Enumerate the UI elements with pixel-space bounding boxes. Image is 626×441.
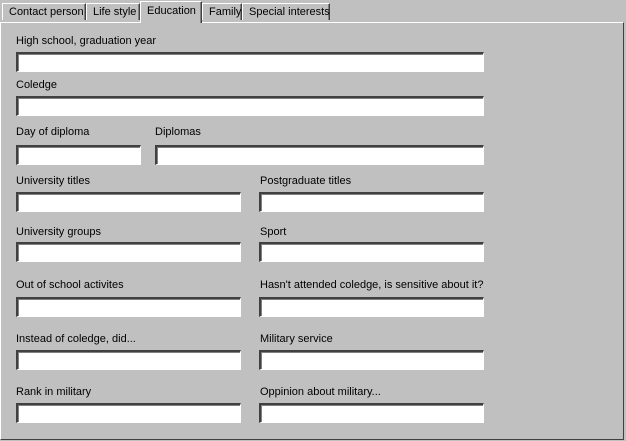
high-school-year-label: High school, graduation year — [16, 35, 157, 47]
military-service-field[interactable] — [259, 350, 484, 370]
diplomas-label: Diplomas — [155, 126, 201, 138]
tab-contact-person[interactable]: Contact person — [2, 3, 86, 20]
tab-family[interactable]: Family — [202, 3, 242, 20]
out-of-school-label: Out of school activites — [16, 279, 124, 291]
not-attended-coledge-field[interactable] — [259, 297, 484, 317]
rank-in-military-label: Rank in military — [16, 386, 92, 398]
diplomas-field[interactable] — [155, 145, 484, 165]
opinion-military-label: Oppinion about military... — [260, 386, 381, 398]
day-of-diploma-field[interactable] — [16, 145, 141, 165]
university-groups-label: University groups — [16, 226, 101, 238]
out-of-school-field[interactable] — [16, 297, 241, 317]
tab-life-style[interactable]: Life style — [86, 3, 140, 20]
postgraduate-titles-label: Postgraduate titles — [260, 175, 352, 187]
day-of-diploma-label: Day of diploma — [16, 126, 90, 138]
rank-in-military-field[interactable] — [16, 403, 241, 423]
coledge-field[interactable] — [16, 96, 484, 116]
tab-education[interactable]: Education — [140, 1, 202, 23]
sport-field[interactable] — [259, 242, 484, 262]
not-attended-coledge-label: Hasn't attended coledge, is sensitive about it? — [260, 279, 484, 291]
postgraduate-titles-field[interactable] — [259, 192, 484, 212]
tab-strip — [0, 0, 626, 24]
university-groups-field[interactable] — [16, 242, 241, 262]
instead-of-coledge-label: Instead of coledge, did... — [16, 333, 136, 345]
university-titles-label: University titles — [16, 175, 90, 187]
military-service-label: Military service — [260, 333, 333, 345]
tab-special-interests[interactable]: Special interests — [242, 3, 330, 20]
university-titles-field[interactable] — [16, 192, 241, 212]
instead-of-coledge-field[interactable] — [16, 350, 241, 370]
opinion-military-field[interactable] — [259, 403, 484, 423]
high-school-year-field[interactable] — [16, 52, 484, 72]
coledge-label: Coledge — [16, 79, 57, 91]
sport-label: Sport — [260, 226, 287, 238]
